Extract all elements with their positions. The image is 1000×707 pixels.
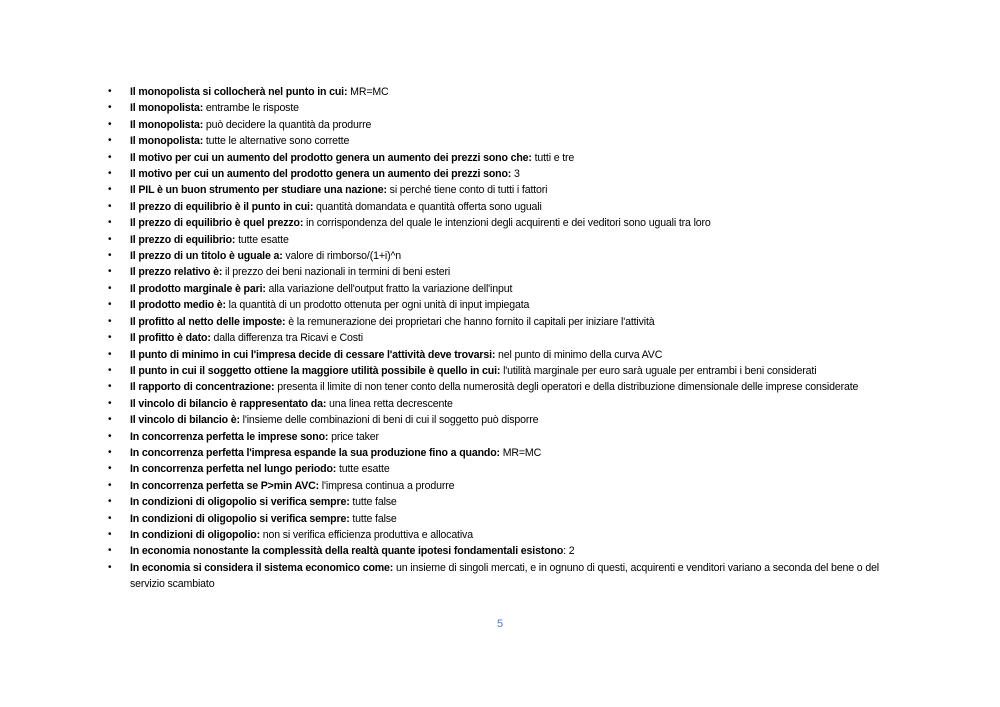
- answer-text: il prezzo dei beni nazionali in termini di beni esteri: [222, 266, 451, 279]
- answer-text: presenta il limite di non tener conto della numerosità degli operatori e della distribuzione dimensionale delle imprese considerate: [274, 381, 859, 394]
- question-text: In concorrenza perfetta se P>min AVC:: [130, 479, 320, 492]
- answer-text: quantità domandata e quantità offerta sono uguali: [313, 200, 542, 213]
- bullet: •: [108, 512, 112, 524]
- list-item: [108, 215, 898, 231]
- question-text: In economia si considera il sistema economico come:: [130, 561, 394, 574]
- question-text: Il prezzo di equilibrio è il punto in cui:: [130, 200, 314, 213]
- bullet: •: [108, 528, 112, 540]
- list-item: [108, 182, 898, 198]
- question-text: Il prezzo di un titolo è uguale a:: [130, 250, 283, 263]
- question-text: In concorrenza perfetta le imprese sono:: [130, 430, 329, 443]
- list-item: [108, 478, 898, 494]
- answer-text: : 2: [563, 545, 575, 558]
- bullet: •: [108, 463, 112, 475]
- question-text: Il prezzo di equilibrio è quel prezzo:: [130, 217, 304, 230]
- question-text: Il monopolista:: [130, 102, 204, 115]
- question-text: Il punto di minimo in cui l'impresa decide di cessare l'attività deve trovarsi:: [130, 348, 496, 361]
- answer-text: si perché tiene conto di tutti i fattori: [386, 184, 548, 197]
- bullet: •: [108, 561, 112, 573]
- question-text: Il monopolista si collocherà nel punto in cui:: [130, 86, 348, 98]
- answer-text: alla variazione dell'output fratto la variazione dell'input: [265, 282, 513, 295]
- bullet: •: [108, 545, 112, 557]
- question-text: In concorrenza perfetta nel lungo periodo:: [130, 463, 337, 476]
- list-item: [108, 363, 898, 379]
- question-text: Il profitto al netto delle imposte:: [130, 315, 286, 328]
- list-item: [108, 560, 898, 593]
- bullet: •: [108, 217, 112, 229]
- bullet: •: [108, 184, 112, 196]
- answer-text: l'utilità marginale per euro sarà uguale per entrambi i beni considerati: [500, 364, 817, 377]
- question-text: In condizioni di oligopolio:: [130, 528, 260, 541]
- answer-text: tutte false: [349, 496, 397, 509]
- answer-text: l'insieme delle combinazioni di beni di cui il soggetto può disporre: [239, 414, 539, 427]
- answer-text: tutte esatte: [235, 233, 289, 246]
- answer-text: 3: [511, 168, 520, 181]
- list-item: [108, 166, 898, 182]
- list-item: [108, 330, 898, 346]
- list-item: [108, 396, 898, 412]
- list-item: [108, 150, 898, 166]
- bullet: •: [108, 102, 112, 114]
- answer-text: tutti e tre: [531, 151, 575, 164]
- bullet: •: [108, 381, 112, 393]
- answer-text: dalla differenza tra Ricavi e Costi: [210, 332, 363, 345]
- bullet: •: [108, 479, 112, 491]
- question-text: Il PIL è un buon strumento per studiare una nazione:: [130, 184, 387, 197]
- bullet: •: [108, 282, 112, 294]
- answer-text: price taker: [328, 430, 379, 443]
- bullet: •: [108, 446, 112, 458]
- question-text: Il motivo per cui un aumento del prodotto genera un aumento dei prezzi sono che:: [130, 151, 532, 164]
- bullet: •: [108, 364, 112, 376]
- question-text: In economia nonostante la complessità della realtà quante ipotesi fondamentali esistono: [130, 545, 564, 558]
- list-item: [108, 527, 898, 543]
- bullet: •: [108, 86, 112, 97]
- qa-list: [108, 84, 898, 593]
- answer-text: tutte le alternative sono corrette: [203, 135, 350, 148]
- bullet: •: [108, 250, 112, 262]
- question-text: Il monopolista:: [130, 135, 204, 148]
- list-item: [108, 461, 898, 477]
- list-item: [108, 379, 898, 395]
- answer-text: un insieme di singoli mercati, e in ognuno di questi, acquirenti e venditori variano a seconda del bene o del servizio scambiato: [130, 561, 880, 591]
- question-text: Il prezzo relativo è:: [130, 266, 223, 279]
- list-item: [108, 347, 898, 363]
- answer-text: una linea retta decrescente: [326, 397, 453, 410]
- list-item: [108, 117, 898, 133]
- question-text: Il rapporto di concentrazione:: [130, 381, 275, 394]
- bullet: •: [108, 414, 112, 426]
- bullet: •: [108, 233, 112, 245]
- page-number: 5: [496, 618, 504, 630]
- answer-text: MR=MC: [499, 446, 542, 459]
- bullet: •: [108, 315, 112, 327]
- answer-text: MR=MC: [347, 86, 389, 98]
- list-item: [108, 133, 898, 149]
- question-text: Il vincolo di bilancio è rappresentato da:: [130, 397, 327, 410]
- list-item: [108, 543, 898, 559]
- list-item: [108, 429, 898, 445]
- bullet: •: [108, 496, 112, 508]
- question-text: In condizioni di oligopolio si verifica sempre:: [130, 512, 350, 525]
- bullet: •: [108, 168, 112, 180]
- bullet: •: [108, 430, 112, 442]
- question-text: In concorrenza perfetta l'impresa espande la sua produzione fino a quando:: [130, 446, 500, 459]
- answer-text: non si verifica efficienza produttiva e allocativa: [259, 528, 473, 541]
- answer-text: entrambe le risposte: [203, 102, 299, 115]
- list-item: [108, 511, 898, 527]
- answer-text: la quantità di un prodotto ottenuta per ogni unità di input impiegata: [225, 299, 530, 312]
- list-item: [108, 297, 898, 313]
- bullet: •: [108, 348, 112, 360]
- bullet: •: [108, 118, 112, 130]
- list-item: [108, 199, 898, 215]
- list-item: [108, 264, 898, 280]
- question-text: Il prodotto marginale è pari:: [130, 282, 266, 295]
- bullet: •: [108, 397, 112, 409]
- answer-text: è la remunerazione dei proprietari che hanno fornito il capitali per iniziare l'attività: [285, 315, 655, 328]
- question-text: Il monopolista:: [130, 118, 204, 131]
- bullet: •: [108, 299, 112, 311]
- question-text: Il profitto è dato:: [130, 332, 211, 345]
- question-text: Il prodotto medio è:: [130, 299, 226, 312]
- bullet: •: [108, 151, 112, 163]
- question-text: Il prezzo di equilibrio:: [130, 233, 236, 246]
- answer-text: valore di rimborso/(1+i)^n: [282, 250, 402, 263]
- bullet: •: [108, 135, 112, 147]
- question-text: Il motivo per cui un aumento del prodotto genera un aumento dei prezzi sono:: [130, 168, 512, 181]
- bullet: •: [108, 266, 112, 278]
- answer-text: tutte false: [349, 512, 397, 525]
- list-item: [108, 281, 898, 297]
- list-item: [108, 248, 898, 264]
- list-item: [108, 445, 898, 461]
- question-text: Il punto in cui il soggetto ottiene la maggiore utilità possibile è quello in cui:: [130, 364, 501, 377]
- list-item: [108, 100, 898, 116]
- answer-text: in corrispondenza del quale le intenzioni degli acquirenti e dei veditori sono uguali tra loro: [303, 217, 711, 230]
- question-text: Il vincolo di bilancio è:: [130, 414, 240, 427]
- bullet: •: [108, 200, 112, 212]
- list-item: [108, 494, 898, 510]
- list-item: [108, 314, 898, 330]
- list-item: [108, 232, 898, 248]
- answer-text: nel punto di minimo della curva AVC: [495, 348, 663, 361]
- answer-text: tutte esatte: [336, 463, 390, 476]
- bullet: •: [108, 332, 112, 344]
- list-item: [108, 84, 898, 100]
- answer-text: l'impresa continua a produrre: [319, 479, 455, 492]
- answer-text: può decidere la quantità da produrre: [203, 118, 372, 131]
- list-item: [108, 412, 898, 428]
- question-text: In condizioni di oligopolio si verifica sempre:: [130, 496, 350, 509]
